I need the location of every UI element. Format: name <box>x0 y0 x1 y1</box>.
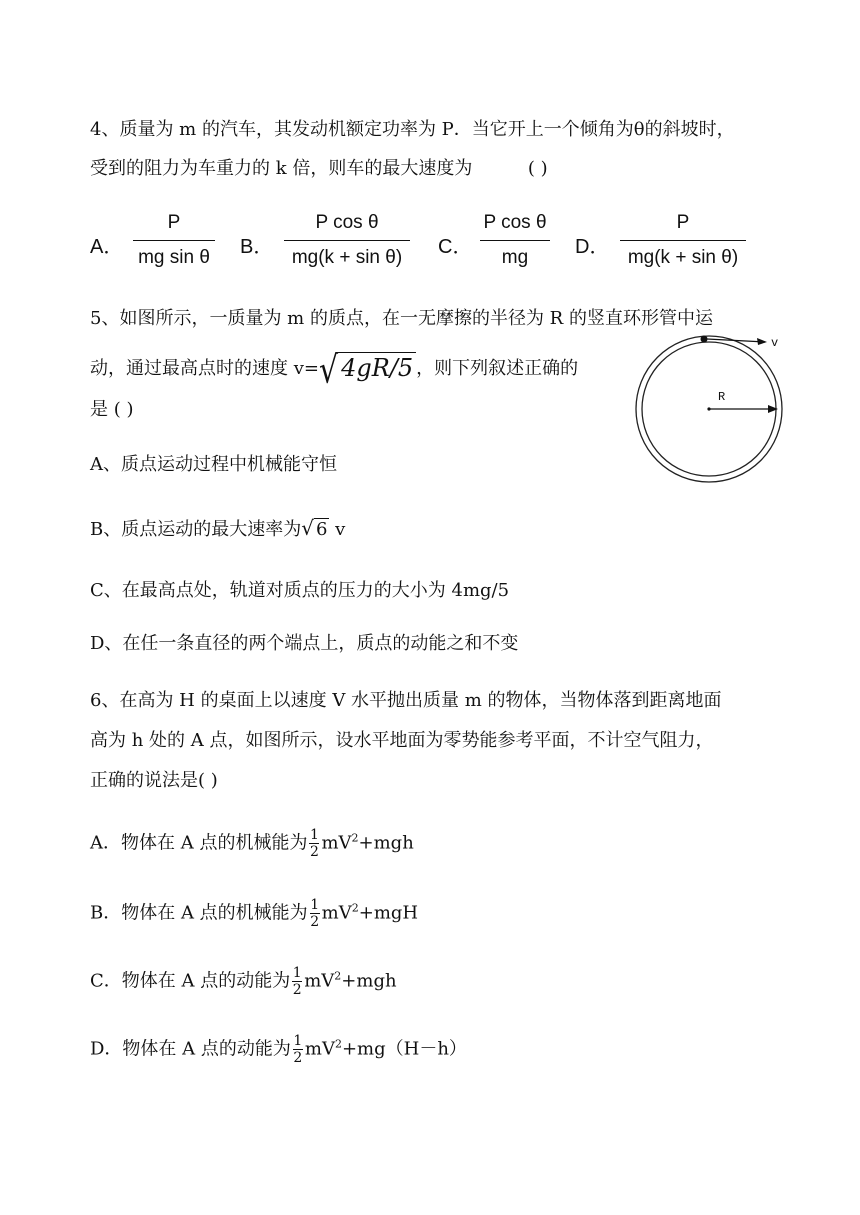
fraction-numerator: 1 <box>293 1033 303 1049</box>
q4-option-a-numerator: P <box>167 212 181 233</box>
ring-track-figure <box>625 330 795 490</box>
q4-option-a-denominator: mg sin θ <box>138 247 210 268</box>
fraction-numerator: 1 <box>310 897 320 913</box>
q6-option-b <box>90 898 418 929</box>
fraction-bar <box>284 240 410 241</box>
q4-option-d-denominator: mg(k + sin θ) <box>627 247 739 268</box>
q6-option-b-tail: +mgH <box>358 902 419 924</box>
q5-option-b-radicand: 6 <box>315 519 328 540</box>
q6-option-d-text: D．物体在 A 点的动能为 <box>90 1038 291 1060</box>
half-fraction <box>292 966 302 997</box>
q4-option-a-label: A． <box>90 236 124 258</box>
q5-radicand: 4gR/5 <box>338 352 416 383</box>
fraction-numerator: 1 <box>292 965 302 981</box>
q6-option-b-text: B．物体在 A 点的机械能为 <box>90 902 308 924</box>
q4-option-b-formula <box>284 210 410 271</box>
fraction-bar <box>620 240 746 241</box>
q4-option-b-label: B． <box>240 236 274 258</box>
q4-line2 <box>90 157 548 181</box>
q5-line1: 5、如图所示，一质量为 m 的质点，在一无摩擦的半径为 R 的竖直环形管中运 <box>90 308 713 329</box>
fraction-bar <box>480 240 550 241</box>
sqrt-expression <box>318 348 416 393</box>
sqrt-expression <box>301 516 329 540</box>
q6-option-c-term: mV <box>304 970 335 992</box>
q4-option-d-formula <box>620 210 746 271</box>
exponent: 2 <box>334 969 342 983</box>
half-fraction <box>309 828 319 859</box>
radical-sign: √ <box>301 516 314 540</box>
velocity-label: v <box>771 336 779 350</box>
q4-option-c-formula <box>480 210 550 271</box>
radius-label: R <box>718 390 726 404</box>
fraction-denominator: 2 <box>309 844 319 860</box>
q4-option-c-denominator: mg <box>501 247 529 268</box>
q5-line2 <box>90 348 579 393</box>
q4-option-a-formula <box>133 210 215 271</box>
fraction-denominator: 2 <box>293 1050 303 1066</box>
q5-line2-text: 动，通过最高点时的速度 v= <box>90 358 319 379</box>
q4-stem-text: 受到的阻力为车重力的 k 倍，则车的最大速度为 <box>90 158 473 179</box>
q5-option-b-tail: v <box>329 519 346 540</box>
fraction-denominator: 2 <box>292 982 302 998</box>
q6-option-a-tail: +mgh <box>358 832 414 854</box>
q5-option-b <box>90 516 345 542</box>
q6-line2: 高为 h 处的 A 点，如图所示，设水平地面为零势能参考平面，不计空气阻力， <box>90 730 714 751</box>
fraction-bar <box>133 240 215 241</box>
radical-sign: √ <box>318 348 339 393</box>
q4-option-c-label: C． <box>438 236 473 258</box>
q5-line2-tail: ，则下列叙述正确的 <box>416 358 579 379</box>
q4-option-b-numerator: P cos θ <box>315 212 379 233</box>
q5-option-c: C、在最高点处，轨道对质点的压力的大小为 4mg/5 <box>90 580 510 601</box>
half-fraction <box>293 1034 303 1065</box>
half-fraction <box>310 898 320 929</box>
q5-option-d: D、在任一条直径的两个端点上，质点的动能之和不变 <box>90 633 519 654</box>
q6-option-c <box>90 966 397 997</box>
q6-option-a-text: A．物体在 A 点的机械能为 <box>90 832 308 854</box>
velocity-arrowhead <box>757 338 767 345</box>
q6-option-c-tail: +mgh <box>341 970 397 992</box>
q5-line3: 是 ( ) <box>90 399 134 420</box>
exponent: 2 <box>351 831 359 845</box>
q6-option-b-term: mV <box>321 902 352 924</box>
q6-option-a-term: mV <box>321 832 352 854</box>
q4-option-d-label: D． <box>575 236 610 258</box>
exponent: 2 <box>351 901 359 915</box>
q6-option-a <box>90 828 414 859</box>
q6-option-d <box>90 1034 467 1065</box>
q6-line1: 6、在高为 H 的桌面上以速度 V 水平抛出质量 m 的物体，当物体落到距离地面 <box>90 690 722 711</box>
q4-option-d-numerator: P <box>676 212 690 233</box>
q6-option-c-text: C．物体在 A 点的动能为 <box>90 970 291 992</box>
particle-dot <box>701 336 708 343</box>
exponent: 2 <box>334 1037 342 1051</box>
fraction-denominator: 2 <box>310 914 320 930</box>
q4-option-c-numerator: P cos θ <box>483 212 547 233</box>
q4-line1: 4、质量为 m 的汽车，其发动机额定功率为 P．当它开上一个倾角为θ的斜坡时， <box>90 119 735 140</box>
q5-option-b-text: B、质点运动的最大速率为 <box>90 519 302 540</box>
q4-answer-paren: ( ) <box>527 158 548 179</box>
q6-option-d-term: mV <box>304 1038 335 1060</box>
q6-option-d-tail: +mg（H－h） <box>341 1038 467 1060</box>
q6-line3: 正确的说法是( ) <box>90 770 218 791</box>
q5-option-a: A、质点运动过程中机械能守恒 <box>90 454 337 475</box>
q4-option-b-denominator: mg(k + sin θ) <box>291 247 403 268</box>
fraction-numerator: 1 <box>309 827 319 843</box>
